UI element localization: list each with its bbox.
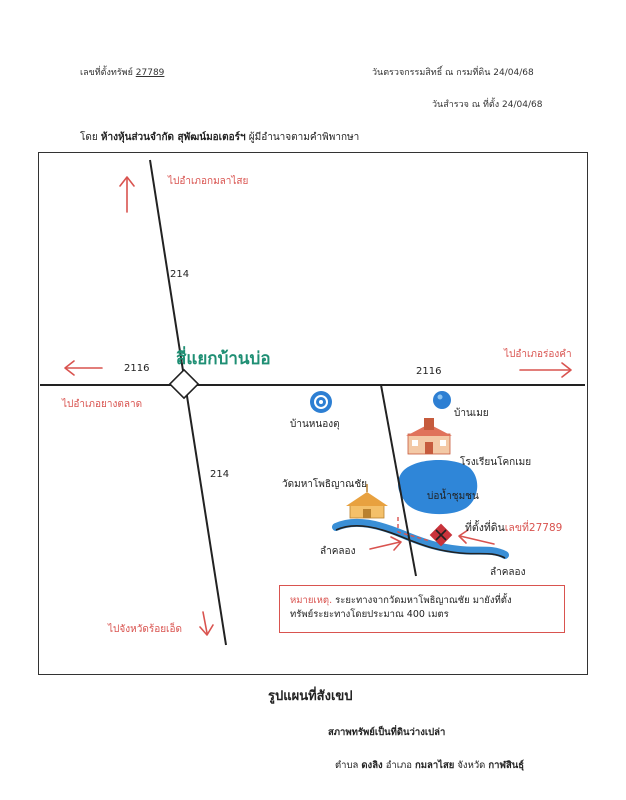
label-pond: บ่อน้ำชุมชน	[427, 491, 479, 502]
label-road-214-bottom: 214	[210, 469, 230, 480]
check-date: 24/04/68	[493, 68, 534, 78]
label-road-214-top: 214	[170, 269, 190, 280]
company-name: ห้างหุ้นส่วนจำกัด สุพัฒน์มอเตอร์ฯ	[100, 132, 246, 143]
note-label: หมายเหตุ.	[290, 595, 333, 606]
deed-label: เลขที่ตั้งทรัพย์	[80, 68, 133, 78]
note-text-1: ระยะทางจากวัดมหาโพธิญาณชัย มายังที่ตั้ง	[332, 595, 512, 606]
arrow-down-icon	[200, 612, 213, 635]
survey-label: วันสำรวจ ณ ที่ตั้ง	[432, 100, 500, 110]
label-to-rong-kham: ไปอำเภอร่องคำ	[504, 349, 572, 360]
road-214	[150, 160, 226, 645]
school-icon	[406, 418, 452, 454]
property-condition: สภาพทรัพย์เป็นที่ดินว่างเปล่า	[328, 727, 446, 738]
community-pond	[398, 460, 477, 514]
label-to-kamalasai: ไปอำเภอกมลาไสย	[168, 176, 249, 187]
arrow-right-icon	[520, 363, 571, 377]
note-text-2: ทรัพย์ระยะทางโดยประมาณ 400 เมตร	[290, 609, 449, 620]
property-prefix: ที่ตั้งที่ดิน	[465, 522, 505, 534]
tambon-value: ดงลิง	[361, 760, 383, 771]
label-village-moei: บ้านเมย	[454, 408, 489, 419]
label-intersection: สี่แยกบ้านบ่อ	[176, 349, 271, 369]
label-canal-right: ลำคลอง	[490, 567, 526, 578]
label-property	[465, 523, 562, 534]
province-value: กาฬสินธุ์	[488, 760, 525, 771]
map-caption: รูปแผนที่สังเขป	[268, 689, 353, 704]
amphoe-value: กมลาไสย	[415, 760, 455, 771]
province-label: จังหวัด	[457, 760, 486, 771]
village-pin-moei-icon	[433, 391, 451, 409]
note-box	[279, 585, 565, 633]
label-road-2116-left: 2116	[124, 363, 150, 374]
label-temple: วัดมหาโพธิญาณชัย	[282, 479, 368, 490]
arrow-up-icon	[120, 177, 134, 212]
amphoe-label: อำเภอ	[385, 760, 412, 771]
village-pin-nong-tu-icon	[310, 391, 332, 413]
tambon-label: ตำบล	[335, 760, 359, 771]
intersection-marker	[170, 370, 198, 398]
label-village-nong-tu: บ้านหนองตุ	[290, 419, 340, 430]
location-line	[335, 761, 524, 771]
survey-date: 24/04/68	[502, 100, 543, 110]
note-line-1	[290, 594, 554, 608]
arrow-to-canal-icon	[370, 537, 401, 550]
deed-number: 27789	[135, 68, 165, 78]
property-number: เลขที่27789	[504, 522, 563, 534]
by-suffix: ผู้มีอำนาจตามคำพิพากษา	[248, 132, 360, 143]
label-school: โรงเรียนโคกเมย	[460, 457, 532, 468]
label-canal-left: ลำคลอง	[320, 546, 356, 557]
by-prefix: โดย	[80, 132, 98, 143]
label-to-yang-talat: ไปอำเภอยางตลาด	[62, 399, 143, 410]
arrow-left-icon	[65, 361, 102, 375]
label-to-roi-et: ไปจังหวัดร้อยเอ็ด	[108, 624, 182, 635]
label-road-2116-right: 2116	[416, 366, 442, 377]
check-label: วันตรวจกรรมสิทธิ์ ณ กรมที่ดิน	[372, 68, 491, 78]
